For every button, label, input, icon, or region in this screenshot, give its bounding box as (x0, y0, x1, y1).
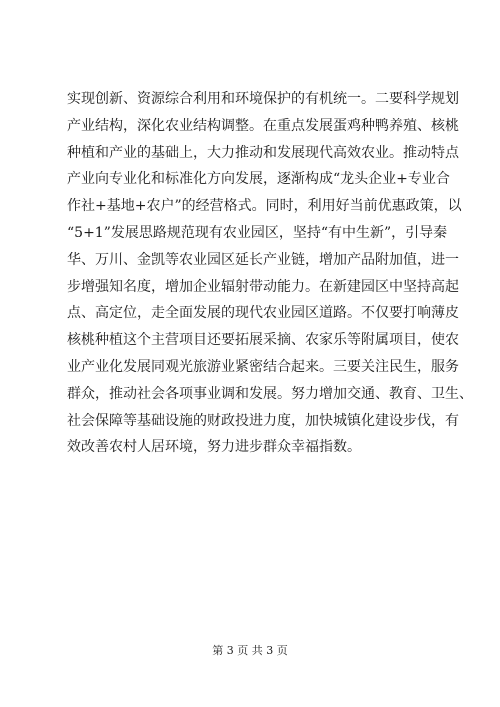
text-line: 步增强知名度，增加企业辐射带动能力。在新建园区中坚持高起 (67, 278, 459, 295)
text-line: 点、高定位，走全面发展的现代农业园区道路。不仅要打响薄皮 (67, 305, 459, 322)
text-line: 种植和产业的基础上，大力推动和发展现代高效农业。推动特点 (67, 144, 459, 161)
text-line: 产业结构，深化农业结构调整。在重点发展蛋鸡种鸭养殖、核桃 (67, 117, 459, 134)
text-line: 业产业化发展同观光旅游业紧密结合起来。三要关注民生，服务 (67, 358, 459, 375)
text-line: 效改善农村人居环境，努力进步群众幸福指数。 (67, 439, 361, 456)
text-line: 作社+基地+农户”的经营格式。同时，利用好当前优惠政策，以 (67, 198, 462, 215)
text-line: 华、万川、金凯等农业园区延长产业链，增加产品附加值，进一 (67, 251, 459, 268)
text-line: 群众，推动社会各项事业调和发展。努力增加交通、教育、卫生、 (67, 385, 473, 402)
body-paragraph (67, 86, 473, 461)
text-line: 实现创新、资源综合利用和环境保护的有机统一。二要科学规划 (67, 91, 459, 107)
page-number-footer: 第 3 页 共 3 页 (212, 644, 288, 657)
text-line: 核桃种植这个主营项目还要拓展采摘、农家乐等附属项目，使农 (67, 332, 459, 349)
text-line: 社会保障等基础设施的财政投进力度，加快城镇化建设步伐，有 (67, 412, 459, 429)
text-line: 产业向专业化和标准化方向发展，逐渐构成“龙头企业+专业合 (67, 171, 450, 188)
text-line: “5+1”发展思路规范现有农业园区，坚持“有中生新”，引导秦 (67, 224, 448, 241)
